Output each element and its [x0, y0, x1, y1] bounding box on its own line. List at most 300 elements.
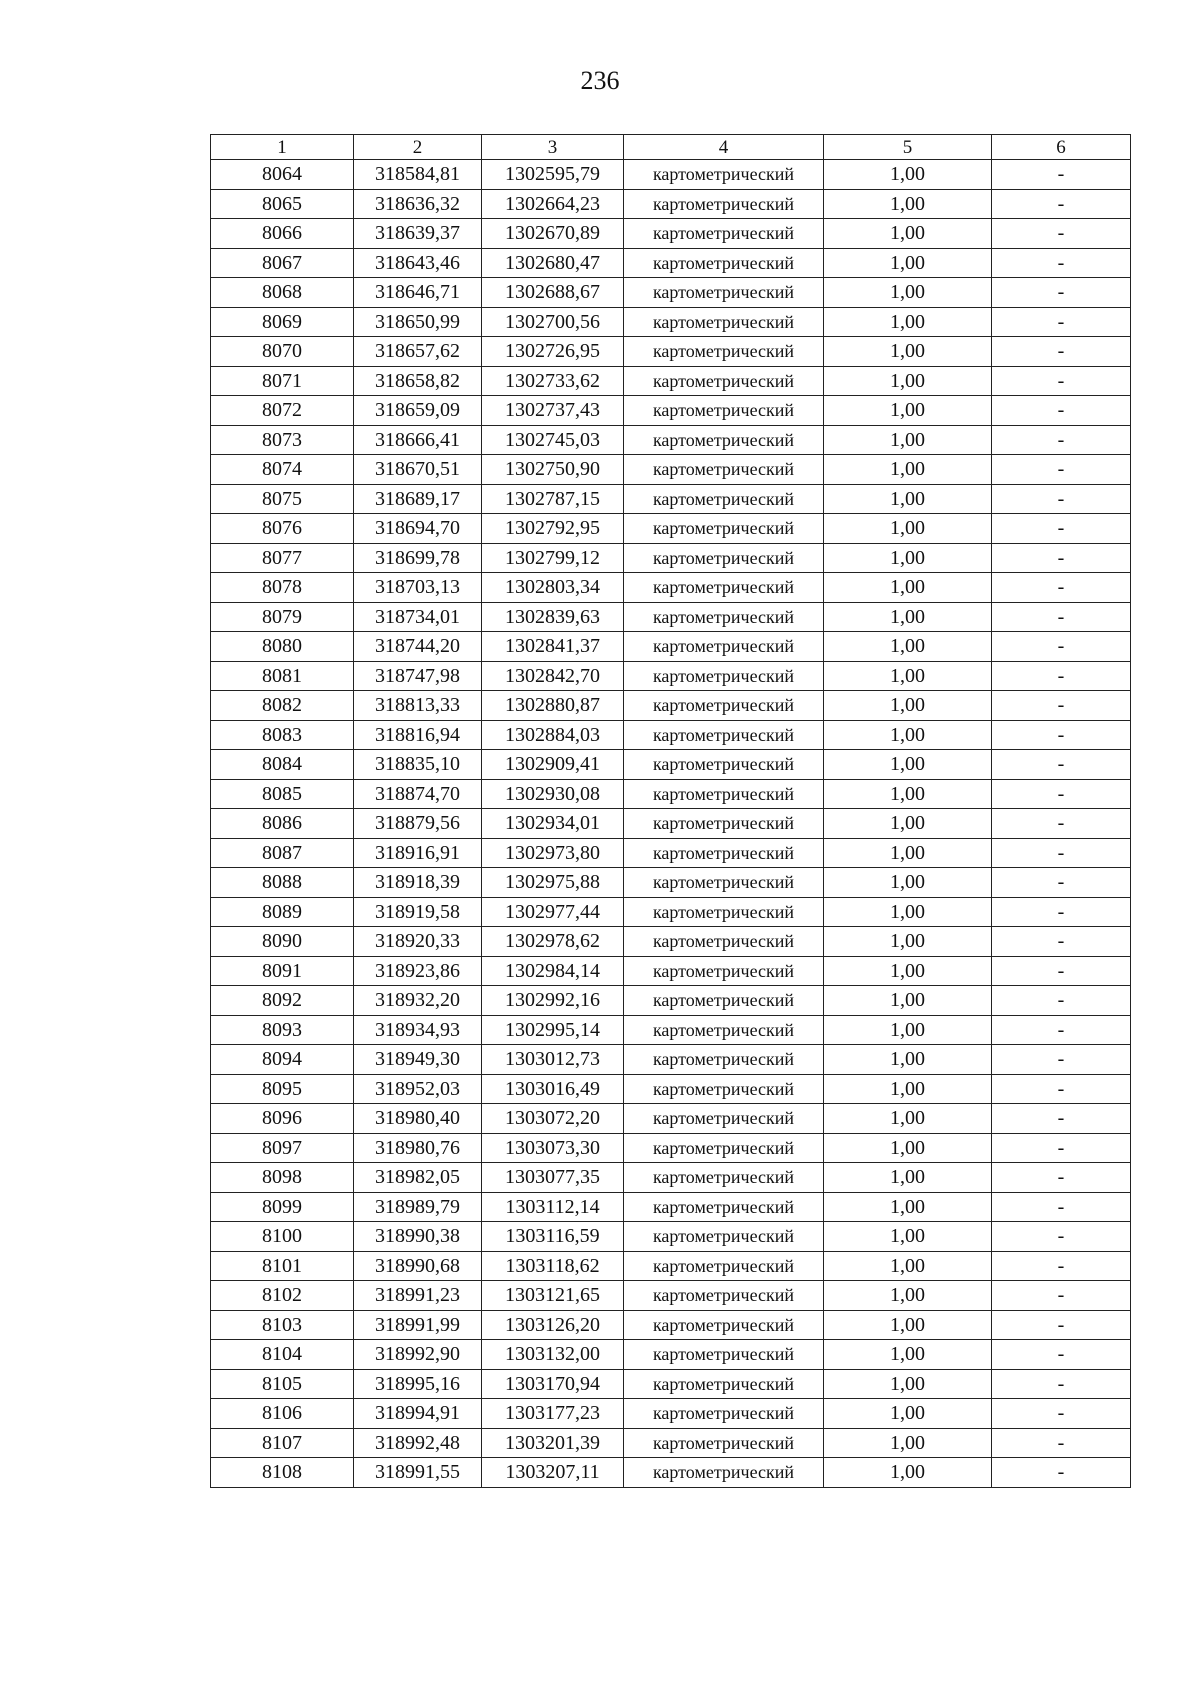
point-number-cell: 8067: [211, 248, 354, 278]
accuracy-cell: 1,00: [824, 278, 992, 308]
point-number-cell: 8093: [211, 1015, 354, 1045]
point-number-cell: 8084: [211, 750, 354, 780]
table-row: [211, 868, 1131, 898]
x-coordinate-cell: 318639,37: [354, 219, 482, 249]
point-number-cell: 8105: [211, 1369, 354, 1399]
point-number-cell: 8072: [211, 396, 354, 426]
y-coordinate-cell: 1302884,03: [482, 720, 624, 750]
y-coordinate-cell: 1303177,23: [482, 1399, 624, 1429]
header-row: [211, 135, 1131, 160]
method-cell: картометрический: [624, 160, 824, 190]
point-number-cell: 8082: [211, 691, 354, 721]
accuracy-cell: 1,00: [824, 219, 992, 249]
y-coordinate-cell: 1303201,39: [482, 1428, 624, 1458]
note-cell: -: [992, 1045, 1131, 1075]
point-number-cell: 8091: [211, 956, 354, 986]
point-number-cell: 8076: [211, 514, 354, 544]
method-cell: картометрический: [624, 1074, 824, 1104]
column-header-5: 5: [824, 135, 992, 160]
x-coordinate-cell: 318919,58: [354, 897, 482, 927]
table-row: [211, 1281, 1131, 1311]
accuracy-cell: 1,00: [824, 691, 992, 721]
accuracy-cell: 1,00: [824, 573, 992, 603]
page-number: 236: [580, 66, 620, 95]
note-cell: -: [992, 278, 1131, 308]
accuracy-cell: 1,00: [824, 838, 992, 868]
x-coordinate-cell: 318646,71: [354, 278, 482, 308]
y-coordinate-cell: 1302803,34: [482, 573, 624, 603]
table-row: [211, 1045, 1131, 1075]
method-cell: картометрический: [624, 661, 824, 691]
method-cell: картометрический: [624, 573, 824, 603]
y-coordinate-cell: 1302680,47: [482, 248, 624, 278]
x-coordinate-cell: 318734,01: [354, 602, 482, 632]
x-coordinate-cell: 318995,16: [354, 1369, 482, 1399]
note-cell: -: [992, 1251, 1131, 1281]
note-cell: -: [992, 189, 1131, 219]
table-row: [211, 1074, 1131, 1104]
x-coordinate-cell: 318980,76: [354, 1133, 482, 1163]
x-coordinate-cell: 318992,48: [354, 1428, 482, 1458]
point-number-cell: 8080: [211, 632, 354, 662]
coordinates-table: [210, 134, 1131, 1488]
point-number-cell: 8103: [211, 1310, 354, 1340]
point-number-cell: 8066: [211, 219, 354, 249]
accuracy-cell: 1,00: [824, 956, 992, 986]
method-cell: картометрический: [624, 779, 824, 809]
note-cell: -: [992, 484, 1131, 514]
point-number-cell: 8096: [211, 1104, 354, 1134]
point-number-cell: 8097: [211, 1133, 354, 1163]
y-coordinate-cell: 1302799,12: [482, 543, 624, 573]
note-cell: -: [992, 750, 1131, 780]
accuracy-cell: 1,00: [824, 484, 992, 514]
x-coordinate-cell: 318689,17: [354, 484, 482, 514]
table-row: [211, 1340, 1131, 1370]
table-row: [211, 1458, 1131, 1488]
y-coordinate-cell: 1302733,62: [482, 366, 624, 396]
method-cell: картометрический: [624, 602, 824, 632]
accuracy-cell: 1,00: [824, 1399, 992, 1429]
note-cell: -: [992, 455, 1131, 485]
y-coordinate-cell: 1302726,95: [482, 337, 624, 367]
point-number-cell: 8071: [211, 366, 354, 396]
point-number-cell: 8094: [211, 1045, 354, 1075]
table-row: [211, 632, 1131, 662]
x-coordinate-cell: 318636,32: [354, 189, 482, 219]
y-coordinate-cell: 1302842,70: [482, 661, 624, 691]
y-coordinate-cell: 1303012,73: [482, 1045, 624, 1075]
method-cell: картометрический: [624, 1281, 824, 1311]
accuracy-cell: 1,00: [824, 779, 992, 809]
table-row: [211, 514, 1131, 544]
table-row: [211, 1133, 1131, 1163]
column-header-6: 6: [992, 135, 1131, 160]
table-row: [211, 484, 1131, 514]
point-number-cell: 8075: [211, 484, 354, 514]
y-coordinate-cell: 1302595,79: [482, 160, 624, 190]
note-cell: -: [992, 956, 1131, 986]
x-coordinate-cell: 318991,23: [354, 1281, 482, 1311]
note-cell: -: [992, 514, 1131, 544]
point-number-cell: 8102: [211, 1281, 354, 1311]
y-coordinate-cell: 1302700,56: [482, 307, 624, 337]
method-cell: картометрический: [624, 248, 824, 278]
table-row: [211, 1310, 1131, 1340]
method-cell: картометрический: [624, 425, 824, 455]
method-cell: картометрический: [624, 455, 824, 485]
y-coordinate-cell: 1303112,14: [482, 1192, 624, 1222]
point-number-cell: 8088: [211, 868, 354, 898]
point-number-cell: 8083: [211, 720, 354, 750]
method-cell: картометрический: [624, 219, 824, 249]
accuracy-cell: 1,00: [824, 337, 992, 367]
method-cell: картометрический: [624, 1251, 824, 1281]
method-cell: картометрический: [624, 1310, 824, 1340]
column-header-1: 1: [211, 135, 354, 160]
method-cell: картометрический: [624, 986, 824, 1016]
point-number-cell: 8064: [211, 160, 354, 190]
point-number-cell: 8108: [211, 1458, 354, 1488]
note-cell: -: [992, 809, 1131, 839]
y-coordinate-cell: 1302670,89: [482, 219, 624, 249]
point-number-cell: 8073: [211, 425, 354, 455]
method-cell: картометрический: [624, 484, 824, 514]
table-row: [211, 927, 1131, 957]
y-coordinate-cell: 1302909,41: [482, 750, 624, 780]
y-coordinate-cell: 1303116,59: [482, 1222, 624, 1252]
point-number-cell: 8104: [211, 1340, 354, 1370]
accuracy-cell: 1,00: [824, 160, 992, 190]
accuracy-cell: 1,00: [824, 632, 992, 662]
note-cell: -: [992, 160, 1131, 190]
accuracy-cell: 1,00: [824, 1340, 992, 1370]
x-coordinate-cell: 318703,13: [354, 573, 482, 603]
x-coordinate-cell: 318835,10: [354, 750, 482, 780]
point-number-cell: 8077: [211, 543, 354, 573]
column-header-4: 4: [624, 135, 824, 160]
point-number-cell: 8100: [211, 1222, 354, 1252]
x-coordinate-cell: 318992,90: [354, 1340, 482, 1370]
accuracy-cell: 1,00: [824, 1251, 992, 1281]
accuracy-cell: 1,00: [824, 661, 992, 691]
point-number-cell: 8106: [211, 1399, 354, 1429]
y-coordinate-cell: 1302737,43: [482, 396, 624, 426]
y-coordinate-cell: 1302992,16: [482, 986, 624, 1016]
method-cell: картометрический: [624, 1192, 824, 1222]
table-body: [211, 160, 1131, 1488]
table-row: [211, 189, 1131, 219]
y-coordinate-cell: 1303121,65: [482, 1281, 624, 1311]
method-cell: картометрический: [624, 278, 824, 308]
point-number-cell: 8092: [211, 986, 354, 1016]
accuracy-cell: 1,00: [824, 1045, 992, 1075]
y-coordinate-cell: 1302745,03: [482, 425, 624, 455]
column-header-2: 2: [354, 135, 482, 160]
y-coordinate-cell: 1303077,35: [482, 1163, 624, 1193]
note-cell: -: [992, 691, 1131, 721]
point-number-cell: 8078: [211, 573, 354, 603]
point-number-cell: 8079: [211, 602, 354, 632]
x-coordinate-cell: 318744,20: [354, 632, 482, 662]
point-number-cell: 8089: [211, 897, 354, 927]
y-coordinate-cell: 1302934,01: [482, 809, 624, 839]
table-row: [211, 691, 1131, 721]
x-coordinate-cell: 318874,70: [354, 779, 482, 809]
note-cell: -: [992, 1399, 1131, 1429]
note-cell: -: [992, 366, 1131, 396]
point-number-cell: 8098: [211, 1163, 354, 1193]
accuracy-cell: 1,00: [824, 1281, 992, 1311]
x-coordinate-cell: 318670,51: [354, 455, 482, 485]
method-cell: картометрический: [624, 1015, 824, 1045]
point-number-cell: 8069: [211, 307, 354, 337]
method-cell: картометрический: [624, 809, 824, 839]
method-cell: картометрический: [624, 189, 824, 219]
note-cell: -: [992, 986, 1131, 1016]
y-coordinate-cell: 1303126,20: [482, 1310, 624, 1340]
y-coordinate-cell: 1302841,37: [482, 632, 624, 662]
table-row: [211, 455, 1131, 485]
note-cell: -: [992, 1074, 1131, 1104]
accuracy-cell: 1,00: [824, 396, 992, 426]
point-number-cell: 8065: [211, 189, 354, 219]
point-number-cell: 8068: [211, 278, 354, 308]
x-coordinate-cell: 318934,93: [354, 1015, 482, 1045]
note-cell: -: [992, 1369, 1131, 1399]
method-cell: картометрический: [624, 1222, 824, 1252]
table-row: [211, 1369, 1131, 1399]
y-coordinate-cell: 1303132,00: [482, 1340, 624, 1370]
x-coordinate-cell: 318666,41: [354, 425, 482, 455]
note-cell: -: [992, 543, 1131, 573]
table-row: [211, 1104, 1131, 1134]
method-cell: картометрический: [624, 1399, 824, 1429]
note-cell: -: [992, 632, 1131, 662]
point-number-cell: 8081: [211, 661, 354, 691]
table-row: [211, 1399, 1131, 1429]
table-row: [211, 425, 1131, 455]
method-cell: картометрический: [624, 307, 824, 337]
method-cell: картометрический: [624, 514, 824, 544]
y-coordinate-cell: 1303072,20: [482, 1104, 624, 1134]
note-cell: -: [992, 337, 1131, 367]
method-cell: картометрический: [624, 337, 824, 367]
x-coordinate-cell: 318952,03: [354, 1074, 482, 1104]
accuracy-cell: 1,00: [824, 927, 992, 957]
note-cell: -: [992, 1458, 1131, 1488]
point-number-cell: 8086: [211, 809, 354, 839]
table-row: [211, 956, 1131, 986]
table-row: [211, 337, 1131, 367]
point-number-cell: 8070: [211, 337, 354, 367]
method-cell: картометрический: [624, 1458, 824, 1488]
accuracy-cell: 1,00: [824, 543, 992, 573]
method-cell: картометрический: [624, 1133, 824, 1163]
y-coordinate-cell: 1302975,88: [482, 868, 624, 898]
x-coordinate-cell: 318650,99: [354, 307, 482, 337]
method-cell: картометрический: [624, 691, 824, 721]
note-cell: -: [992, 779, 1131, 809]
table-row: [211, 396, 1131, 426]
method-cell: картометрический: [624, 543, 824, 573]
x-coordinate-cell: 318657,62: [354, 337, 482, 367]
method-cell: картометрический: [624, 1104, 824, 1134]
table-row: [211, 838, 1131, 868]
point-number-cell: 8101: [211, 1251, 354, 1281]
accuracy-cell: 1,00: [824, 1310, 992, 1340]
table-row: [211, 307, 1131, 337]
accuracy-cell: 1,00: [824, 1015, 992, 1045]
table-row: [211, 779, 1131, 809]
method-cell: картометрический: [624, 838, 824, 868]
note-cell: -: [992, 1428, 1131, 1458]
x-coordinate-cell: 318747,98: [354, 661, 482, 691]
accuracy-cell: 1,00: [824, 1192, 992, 1222]
accuracy-cell: 1,00: [824, 1133, 992, 1163]
y-coordinate-cell: 1303170,94: [482, 1369, 624, 1399]
table-row: [211, 897, 1131, 927]
note-cell: -: [992, 396, 1131, 426]
accuracy-cell: 1,00: [824, 1074, 992, 1104]
table-row: [211, 1428, 1131, 1458]
accuracy-cell: 1,00: [824, 868, 992, 898]
accuracy-cell: 1,00: [824, 897, 992, 927]
point-number-cell: 8087: [211, 838, 354, 868]
note-cell: -: [992, 425, 1131, 455]
accuracy-cell: 1,00: [824, 1369, 992, 1399]
method-cell: картометрический: [624, 1369, 824, 1399]
table-row: [211, 1192, 1131, 1222]
method-cell: картометрический: [624, 632, 824, 662]
x-coordinate-cell: 318980,40: [354, 1104, 482, 1134]
x-coordinate-cell: 318659,09: [354, 396, 482, 426]
x-coordinate-cell: 318923,86: [354, 956, 482, 986]
y-coordinate-cell: 1302664,23: [482, 189, 624, 219]
x-coordinate-cell: 318994,91: [354, 1399, 482, 1429]
table-row: [211, 661, 1131, 691]
method-cell: картометрический: [624, 1163, 824, 1193]
x-coordinate-cell: 318916,91: [354, 838, 482, 868]
method-cell: картометрический: [624, 1428, 824, 1458]
note-cell: -: [992, 1133, 1131, 1163]
x-coordinate-cell: 318990,38: [354, 1222, 482, 1252]
x-coordinate-cell: 318990,68: [354, 1251, 482, 1281]
x-coordinate-cell: 318813,33: [354, 691, 482, 721]
table-row: [211, 573, 1131, 603]
accuracy-cell: 1,00: [824, 1104, 992, 1134]
table-row: [211, 366, 1131, 396]
note-cell: -: [992, 1015, 1131, 1045]
y-coordinate-cell: 1302792,95: [482, 514, 624, 544]
x-coordinate-cell: 318991,55: [354, 1458, 482, 1488]
method-cell: картометрический: [624, 396, 824, 426]
x-coordinate-cell: 318699,78: [354, 543, 482, 573]
note-cell: -: [992, 1163, 1131, 1193]
table-row: [211, 248, 1131, 278]
point-number-cell: 8107: [211, 1428, 354, 1458]
x-coordinate-cell: 318920,33: [354, 927, 482, 957]
y-coordinate-cell: 1302984,14: [482, 956, 624, 986]
note-cell: -: [992, 573, 1131, 603]
note-cell: -: [992, 1222, 1131, 1252]
column-header-3: 3: [482, 135, 624, 160]
note-cell: -: [992, 1310, 1131, 1340]
accuracy-cell: 1,00: [824, 720, 992, 750]
y-coordinate-cell: 1302978,62: [482, 927, 624, 957]
x-coordinate-cell: 318879,56: [354, 809, 482, 839]
y-coordinate-cell: 1302995,14: [482, 1015, 624, 1045]
note-cell: -: [992, 661, 1131, 691]
x-coordinate-cell: 318989,79: [354, 1192, 482, 1222]
note-cell: -: [992, 720, 1131, 750]
x-coordinate-cell: 318816,94: [354, 720, 482, 750]
table-row: [211, 720, 1131, 750]
method-cell: картометрический: [624, 1045, 824, 1075]
note-cell: -: [992, 838, 1131, 868]
accuracy-cell: 1,00: [824, 602, 992, 632]
table-row: [211, 219, 1131, 249]
x-coordinate-cell: 318932,20: [354, 986, 482, 1016]
table-row: [211, 750, 1131, 780]
method-cell: картометрический: [624, 366, 824, 396]
note-cell: -: [992, 219, 1131, 249]
x-coordinate-cell: 318658,82: [354, 366, 482, 396]
note-cell: -: [992, 927, 1131, 957]
note-cell: -: [992, 1104, 1131, 1134]
y-coordinate-cell: 1302839,63: [482, 602, 624, 632]
y-coordinate-cell: 1302880,87: [482, 691, 624, 721]
y-coordinate-cell: 1302787,15: [482, 484, 624, 514]
method-cell: картометрический: [624, 927, 824, 957]
x-coordinate-cell: 318694,70: [354, 514, 482, 544]
y-coordinate-cell: 1302750,90: [482, 455, 624, 485]
accuracy-cell: 1,00: [824, 189, 992, 219]
accuracy-cell: 1,00: [824, 986, 992, 1016]
point-number-cell: 8095: [211, 1074, 354, 1104]
accuracy-cell: 1,00: [824, 514, 992, 544]
point-number-cell: 8085: [211, 779, 354, 809]
y-coordinate-cell: 1302930,08: [482, 779, 624, 809]
table-row: [211, 986, 1131, 1016]
y-coordinate-cell: 1303016,49: [482, 1074, 624, 1104]
x-coordinate-cell: 318982,05: [354, 1163, 482, 1193]
y-coordinate-cell: 1302977,44: [482, 897, 624, 927]
table-row: [211, 1163, 1131, 1193]
x-coordinate-cell: 318584,81: [354, 160, 482, 190]
point-number-cell: 8099: [211, 1192, 354, 1222]
y-coordinate-cell: 1303073,30: [482, 1133, 624, 1163]
accuracy-cell: 1,00: [824, 1222, 992, 1252]
accuracy-cell: 1,00: [824, 1458, 992, 1488]
point-number-cell: 8074: [211, 455, 354, 485]
accuracy-cell: 1,00: [824, 425, 992, 455]
method-cell: картометрический: [624, 897, 824, 927]
x-coordinate-cell: 318949,30: [354, 1045, 482, 1075]
y-coordinate-cell: 1302973,80: [482, 838, 624, 868]
y-coordinate-cell: 1303118,62: [482, 1251, 624, 1281]
accuracy-cell: 1,00: [824, 248, 992, 278]
accuracy-cell: 1,00: [824, 366, 992, 396]
method-cell: картометрический: [624, 1340, 824, 1370]
table-row: [211, 1251, 1131, 1281]
accuracy-cell: 1,00: [824, 809, 992, 839]
table-row: [211, 160, 1131, 190]
table-row: [211, 602, 1131, 632]
y-coordinate-cell: 1303207,11: [482, 1458, 624, 1488]
note-cell: -: [992, 1281, 1131, 1311]
method-cell: картометрический: [624, 956, 824, 986]
